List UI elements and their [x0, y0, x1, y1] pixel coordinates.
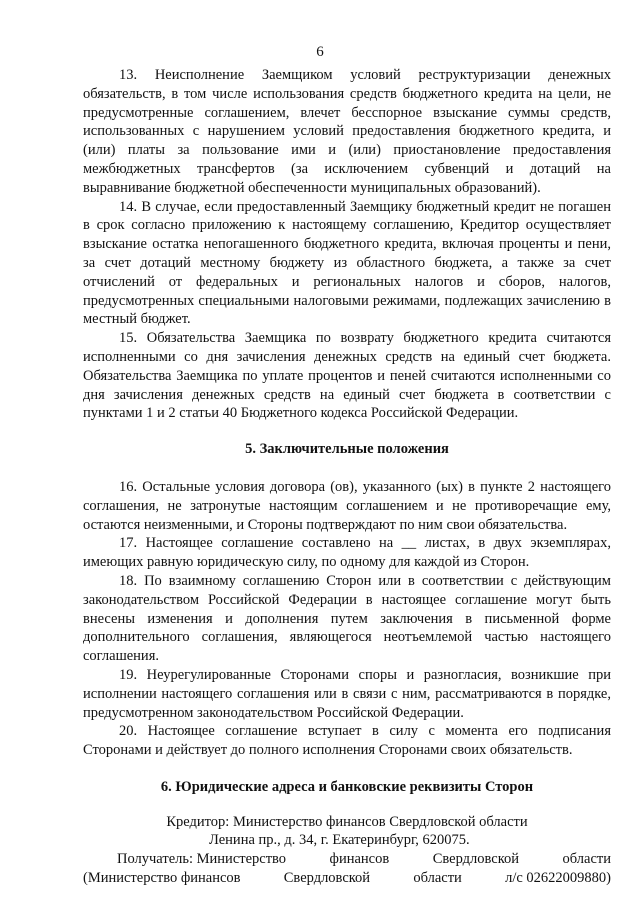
recipient-word: области: [562, 851, 611, 868]
clause-15: 15. Обязательства Заемщика по возврату бюджетного кредита считаются исполненными со дня зачисления денежных средств на единый счет бюджета. Обязательства Заемщика по уплате процентов и пеней считаются исполненными со дня зачисления денежных средств на единый счет бюджета в соответствии с пунктами 1 и 2 статьи 40 Бюджетного кодекса Российской Федерации.: [83, 330, 611, 422]
recipient-word: финансов: [329, 851, 390, 868]
section-6-title: 6. Юридические адреса и банковские реквизиты Сторон: [160, 778, 534, 795]
recipient-word: Свердловской: [432, 851, 520, 868]
recipient-word: Свердловской: [283, 870, 371, 887]
creditor-address: Ленина пр., д. 34, г. Екатеринбург, 620075.: [209, 832, 470, 849]
recipient-line-2: [83, 869, 611, 888]
clause-20: 20. Настоящее соглашение вступает в силу с момента его подписания Сторонами и действует до полного исполнения Сторонами своих обязательств.: [83, 723, 611, 759]
clause-14: 14. В случае, если предоставленный Заемщику бюджетный кредит не погашен в срок согласно приложению к настоящему соглашению, Кредитор осуществляет взыскание остатка непогашенного бюджетного кредита, включая проценты и пени, за счет дотаций местному бюджету из областного бюджета, а также за счет отчислений от федеральных и региональных налогов и сборов, налогов, предусмотренных специальными налоговыми режимами, подлежащих зачислению в местный бюджет.: [83, 198, 611, 328]
recipient-word: области: [413, 870, 462, 887]
clause-19: 19. Неурегулированные Сторонами споры и разногласия, возникшие при исполнении настоящего соглашения или в связи с ним, рассматриваются в порядке, предусмотренном законодательством Российской Федерации.: [83, 666, 611, 721]
section-5-title: 5. Заключительные положения: [245, 441, 449, 458]
page-number: 6: [316, 44, 324, 60]
clause-18: 18. По взаимному соглашению Сторон или в соответствии с действующим законодательством Российской Федерации в настоящее соглашение могут быть внесены изменения и дополнения путем заключения в письменной форме дополнительного соглашения, являющегося неотъемлемой частью настоящего соглашения.: [83, 572, 611, 665]
clause-17: 17. Настоящее соглашение составлено на __ листах, в двух экземплярах, имеющих равную юридическую силу, по одному для каждой из Сторон.: [83, 535, 611, 571]
recipient-word: Получатель: Министерство: [117, 851, 287, 868]
creditor-line: Кредитор: Министерство финансов Свердловской области: [166, 813, 528, 830]
recipient-line-1: [83, 850, 611, 869]
document-body: [83, 66, 611, 888]
clause-13: 13. Неисполнение Заемщиком условий реструктуризации денежных обязательств, в том числе использования средств бюджетного кредита на цели, не предусмотренные соглашением, влечет бесспорное взыскание суммы средств, использованных с нарушением условий предоставления бюджетного кредита, и (или) платы за пользование ими и (или) приостановление предоставления межбюджетных трансфертов (за исключением субвенций и дотаций на выравнивание бюджетной обеспеченности муниципальных образований).: [83, 67, 611, 196]
recipient-word: (Министерство финансов: [83, 870, 241, 887]
clause-16: 16. Остальные условия договора (ов), указанного (ых) в пункте 2 настоящего соглашения, не затронутые настоящим соглашением и не противоречащие ему, остаются неизменными, и Стороны подтверждают по ним свои обязательства.: [83, 478, 611, 533]
recipient-account: л/с 02622009880): [505, 870, 611, 887]
